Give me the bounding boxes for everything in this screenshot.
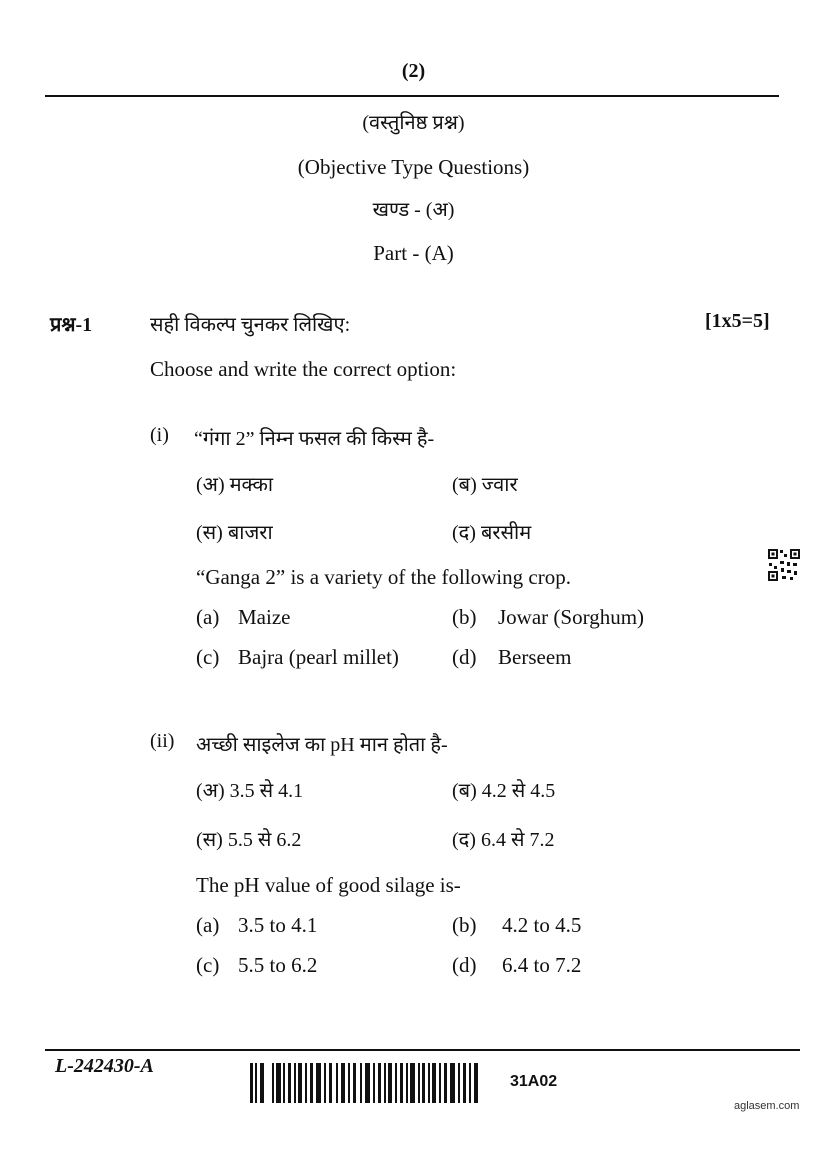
option-text: Maize bbox=[238, 605, 291, 629]
option-text: Bajra (pearl millet) bbox=[238, 645, 399, 669]
instruction-english: Choose and write the correct option: bbox=[150, 357, 457, 381]
series-code: 31A02 bbox=[510, 1073, 558, 1090]
hindi-option: (स) बाजरा bbox=[196, 522, 273, 544]
option-key: (c) bbox=[196, 953, 220, 977]
question-label: प्रश्न-1 bbox=[50, 314, 93, 336]
option-text: 5.5 to 6.2 bbox=[238, 953, 318, 977]
english-option bbox=[452, 605, 644, 630]
english-option bbox=[196, 913, 317, 938]
marks: [1x5=5] bbox=[705, 310, 770, 332]
item-text-hindi: अच्छी साइलेज का pH मान होता है- bbox=[196, 734, 448, 756]
hindi-title: (वस्तुनिष्ठ प्रश्न) bbox=[362, 112, 465, 134]
option-key: (a) bbox=[196, 913, 220, 937]
option-key: (d) bbox=[452, 645, 477, 669]
item-text-english: “Ganga 2” is a variety of the following crop. bbox=[196, 565, 571, 589]
hindi-option: (ब) ज्वार bbox=[452, 474, 518, 496]
option-key: (c) bbox=[196, 645, 220, 669]
option-text: 3.5 to 4.1 bbox=[238, 913, 318, 937]
english-option bbox=[196, 953, 317, 978]
english-option bbox=[196, 645, 399, 670]
section-hindi: खण्ड - (अ) bbox=[372, 199, 455, 221]
english-option bbox=[452, 953, 581, 978]
english-option bbox=[196, 605, 290, 630]
header-rule bbox=[45, 95, 779, 97]
english-option bbox=[452, 645, 571, 670]
site-watermark[interactable]: aglasem.com bbox=[734, 1100, 800, 1112]
option-text: Berseem bbox=[498, 645, 572, 669]
english-title: (Objective Type Questions) bbox=[297, 155, 530, 179]
hindi-option: (अ) 3.5 से 4.1 bbox=[196, 780, 304, 802]
english-option bbox=[452, 913, 581, 938]
item-text-hindi: “गंगा 2” निम्न फसल की किस्म है- bbox=[194, 428, 435, 450]
hindi-option: (द) बरसीम bbox=[452, 522, 532, 544]
option-key: (d) bbox=[452, 953, 477, 977]
item-number: (ii) bbox=[150, 730, 175, 752]
option-key: (b) bbox=[452, 913, 477, 937]
hindi-option: (द) 6.4 से 7.2 bbox=[452, 829, 555, 851]
item-number: (i) bbox=[150, 424, 169, 446]
item-text-english: The pH value of good silage is- bbox=[196, 873, 461, 897]
footer-rule bbox=[45, 1049, 800, 1051]
option-text: 4.2 to 4.5 bbox=[502, 913, 582, 937]
qr-code-icon bbox=[767, 548, 801, 582]
option-key: (a) bbox=[196, 605, 220, 629]
barcode-icon bbox=[250, 1063, 480, 1103]
hindi-option: (ब) 4.2 से 4.5 bbox=[452, 780, 556, 802]
instruction-hindi: सही विकल्प चुनकर लिखिए: bbox=[150, 314, 351, 336]
option-text: 6.4 to 7.2 bbox=[502, 953, 582, 977]
option-key: (b) bbox=[452, 605, 477, 629]
hindi-option: (अ) मक्का bbox=[196, 474, 274, 496]
paper-code: L-242430-A bbox=[55, 1055, 154, 1077]
hindi-option: (स) 5.5 से 6.2 bbox=[196, 829, 302, 851]
section-english: Part - (A) bbox=[373, 241, 454, 265]
page-number: (2) bbox=[401, 60, 426, 82]
option-text: Jowar (Sorghum) bbox=[498, 605, 645, 629]
